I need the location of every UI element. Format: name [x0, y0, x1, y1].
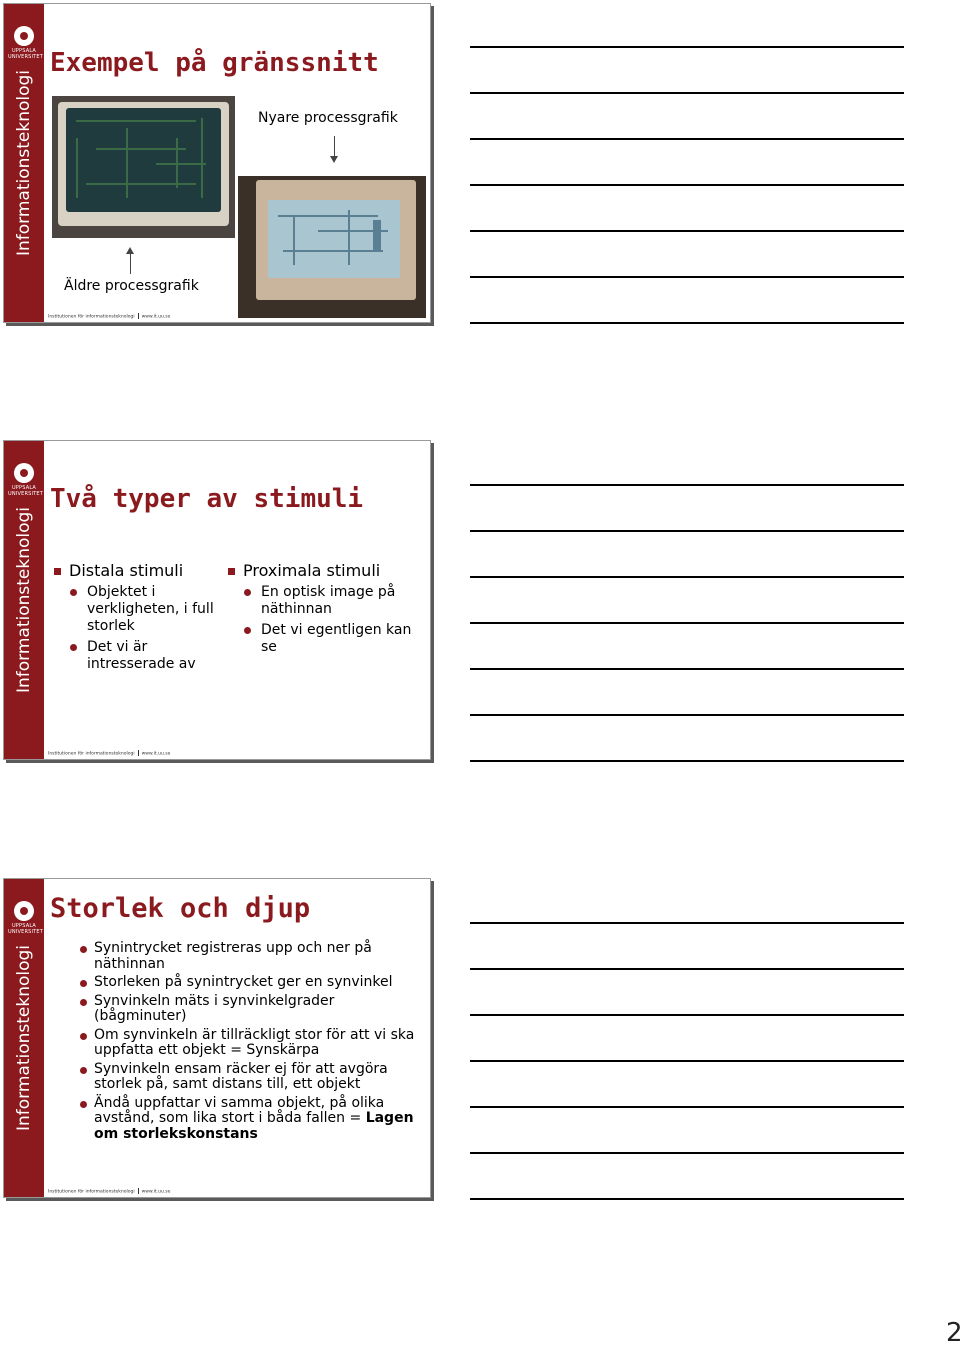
university-seal-icon — [14, 463, 34, 483]
list-item: Objektet i verkligheten, i full storlek — [70, 584, 219, 635]
list-item: Om synvinkeln är tillräckligt stor för att vi ska uppfatta ett objekt = Synskärpa — [80, 1028, 426, 1059]
slide-3 — [3, 878, 431, 1198]
slide-1 — [3, 3, 431, 323]
footer-url: www.it.uu.se — [141, 314, 171, 319]
list-item: Synintrycket registreras upp och ner på näthinnan — [80, 941, 426, 972]
footer-institution: Institutionen för informationsteknologi — [48, 314, 135, 319]
sidebar — [4, 441, 44, 759]
slide-2 — [3, 440, 431, 760]
footer-institution: Institutionen för informationsteknologi — [48, 751, 135, 756]
list-item: Synvinkeln mäts i synvinkelgrader (bågminuter) — [80, 994, 426, 1025]
logo-text: UPPSALA UNIVERSITET — [8, 48, 44, 60]
slide-footer — [48, 313, 170, 320]
university-seal-icon — [14, 26, 34, 46]
bold-term: Lagen om storlekskonstans — [94, 1110, 414, 1142]
slide-footer — [48, 750, 170, 757]
list-item: Storleken på synintrycket ger en synvinkel — [80, 975, 426, 991]
footer-url: www.it.uu.se — [141, 1189, 171, 1194]
bullet-list — [80, 941, 426, 1145]
bullet-icon — [80, 946, 87, 953]
slide-title: Storlek och djup — [50, 893, 311, 924]
list-item: Ändå uppfattar vi samma objekt, på olika avstånd, som lika stort i båda fallen = Lagen om storlekskonstans — [80, 1096, 426, 1143]
arrow-new — [334, 136, 335, 156]
bullet-icon — [244, 589, 251, 596]
logo-text: UPPSALA UNIVERSITET — [8, 923, 44, 935]
sidebar-label: Informationsteknologi — [14, 944, 34, 1132]
bullet-icon — [80, 1067, 87, 1074]
slide-title: Exempel på gränssnitt — [50, 48, 379, 78]
bullet-icon — [70, 589, 77, 596]
arrow-up-icon — [126, 247, 134, 254]
bullet-icon — [244, 627, 251, 634]
arrow-down-icon — [330, 156, 338, 163]
distal-heading: Distala stimuli — [54, 561, 219, 580]
distal-column — [54, 561, 219, 673]
footer-url: www.it.uu.se — [141, 751, 171, 756]
square-bullet-icon — [54, 568, 61, 575]
footer-institution: Institutionen för informationsteknologi — [48, 1189, 135, 1194]
sidebar — [4, 4, 44, 322]
caption-new: Nyare processgrafik — [258, 110, 398, 126]
sidebar-label: Informationsteknologi — [14, 69, 34, 257]
bullet-icon — [80, 1033, 87, 1040]
list-item: Synvinkeln ensam räcker ej för att avgöra storlek på, samt distans till, ett objekt — [80, 1062, 426, 1093]
university-seal-icon — [14, 901, 34, 921]
arrow-old — [130, 254, 131, 274]
old-monitor-photo — [52, 96, 235, 238]
page-number: 2 — [946, 1318, 963, 1348]
logo-text: UPPSALA UNIVERSITET — [8, 485, 44, 497]
proximal-column — [228, 561, 418, 656]
list-item: Det vi är intresserade av — [70, 639, 219, 673]
caption-old: Äldre processgrafik — [64, 278, 199, 294]
slide-footer — [48, 1188, 170, 1195]
bullet-icon — [80, 1101, 87, 1108]
university-logo — [8, 26, 44, 60]
square-bullet-icon — [228, 568, 235, 575]
list-item: En optisk image på näthinnan — [244, 584, 418, 618]
bullet-icon — [80, 980, 87, 987]
new-monitor-photo — [238, 176, 426, 318]
slide-title: Två typer av stimuli — [50, 484, 364, 514]
sidebar — [4, 879, 44, 1197]
bullet-icon — [80, 999, 87, 1006]
sidebar-label: Informationsteknologi — [14, 506, 34, 694]
university-logo — [8, 901, 44, 935]
list-item: Det vi egentligen kan se — [244, 622, 418, 656]
university-logo — [8, 463, 44, 497]
bullet-icon — [70, 644, 77, 651]
proximal-heading: Proximala stimuli — [228, 561, 418, 580]
